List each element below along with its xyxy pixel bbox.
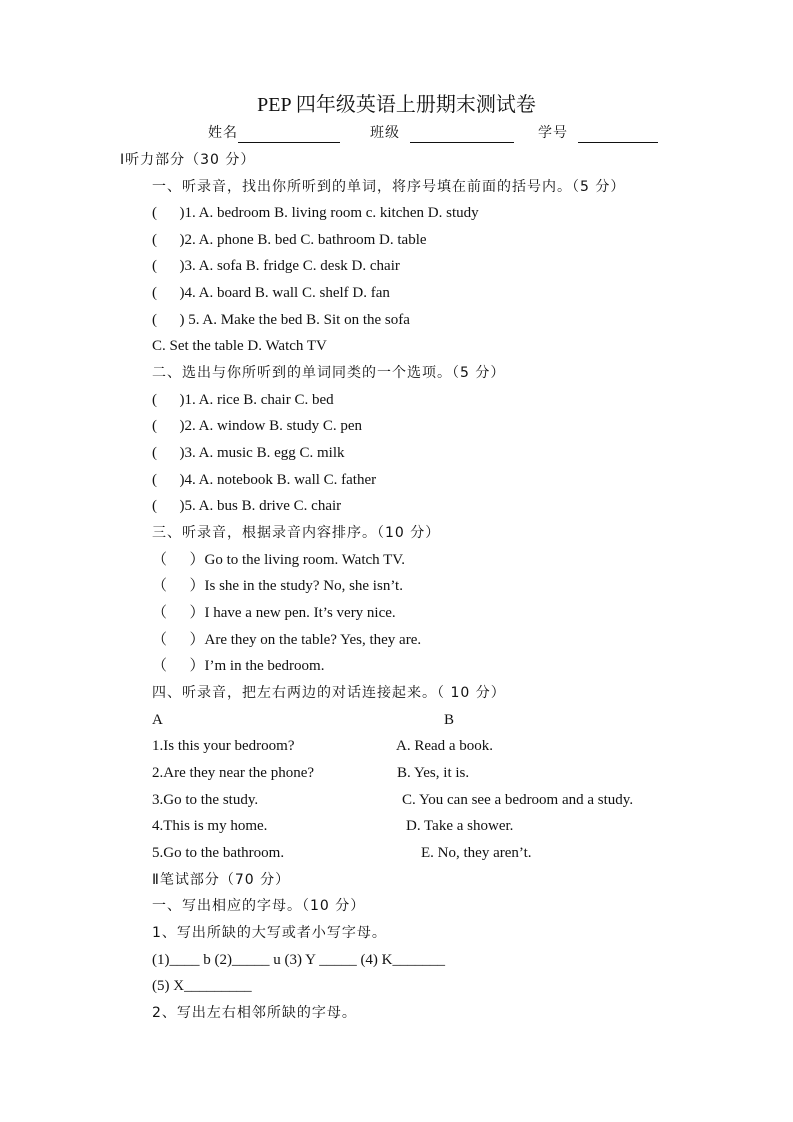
question-item: ( )4. A. notebook B. wall C. father: [152, 472, 377, 488]
section-heading: 三、听录音，根据录音内容排序。（10 分）: [152, 525, 441, 541]
fill-blank-line: (5) X_________: [152, 978, 252, 994]
question-item: （ ）Is she in the study? No, she isn’t.: [152, 578, 403, 594]
match-left-item: 4.This is my home.: [152, 818, 268, 834]
question-item: （ ）I have a new pen. It’s very nice.: [152, 605, 396, 621]
match-right-item: B. Yes, it is.: [397, 765, 470, 781]
name-field: [208, 123, 340, 143]
section-heading: 一、写出相应的字母。（10 分）: [152, 898, 366, 914]
question-item: ( )2. A. window B. study C. pen: [152, 418, 362, 434]
question-item: （ ）I’m in the bedroom.: [152, 658, 325, 674]
number-blank: [578, 126, 658, 143]
number-field: [538, 123, 658, 143]
match-left-item: 3.Go to the study.: [152, 792, 259, 808]
question-item: （ ）Are they on the table? Yes, they are.: [152, 632, 422, 648]
match-left-item: 5.Go to the bathroom.: [152, 845, 285, 861]
column-b-label: B: [444, 712, 455, 728]
part1-heading: Ⅰ听力部分（30 分）: [120, 152, 256, 168]
question-item: ( )3. A. sofa B. fridge C. desk D. chair: [152, 258, 400, 274]
match-left-item: 2.Are they near the phone?: [152, 765, 315, 781]
section-heading: 二、选出与你所听到的单词同类的一个选项。（5 分）: [152, 365, 506, 381]
sub-question: 2、写出左右相邻所缺的字母。: [152, 1005, 357, 1021]
class-blank: [410, 126, 514, 143]
question-item: （ ）Go to the living room. Watch TV.: [152, 552, 405, 568]
column-a-label: A: [152, 712, 163, 728]
class-field: [370, 123, 514, 143]
section-heading: 一、听录音，找出你所听到的单词，将序号填在前面的括号内。（5 分）: [152, 179, 626, 195]
match-left-item: 1.Is this your bedroom?: [152, 738, 295, 754]
question-item: ( )1. A. bedroom B. living room c. kitchen D. study: [152, 205, 479, 221]
match-right-item: C. You can see a bedroom and a study.: [402, 792, 634, 808]
match-right-item: E. No, they aren’t.: [421, 845, 532, 861]
question-item: ( )4. A. board B. wall C. shelf D. fan: [152, 285, 390, 301]
number-label: 学号: [538, 125, 568, 141]
sub-question: 1、写出所缺的大写或者小写字母。: [152, 925, 387, 941]
match-right-item: D. Take a shower.: [406, 818, 514, 834]
question-item: ( )1. A. rice B. chair C. bed: [152, 392, 334, 408]
question-item: ( )2. A. phone B. bed C. bathroom D. table: [152, 232, 427, 248]
page-title: PEP 四年级英语上册期末测试卷: [257, 94, 536, 116]
name-label: 姓名: [208, 125, 238, 141]
question-item: ( )5. A. bus B. drive C. chair: [152, 498, 342, 514]
part2-heading: Ⅱ笔试部分（70 分）: [152, 872, 291, 888]
match-right-item: A. Read a book.: [396, 738, 494, 754]
fill-blank-line: (1)____ b (2)_____ u (3) Y _____ (4) K_______: [152, 952, 446, 968]
question-continuation: C. Set the table D. Watch TV: [152, 338, 327, 354]
question-item: ( ) 5. A. Make the bed B. Sit on the sofa: [152, 312, 410, 328]
question-item: ( )3. A. music B. egg C. milk: [152, 445, 345, 461]
section-heading: 四、听录音，把左右两边的对话连接起来。（ 10 分）: [152, 685, 506, 701]
name-blank: [238, 126, 340, 143]
class-label: 班级: [370, 125, 400, 141]
